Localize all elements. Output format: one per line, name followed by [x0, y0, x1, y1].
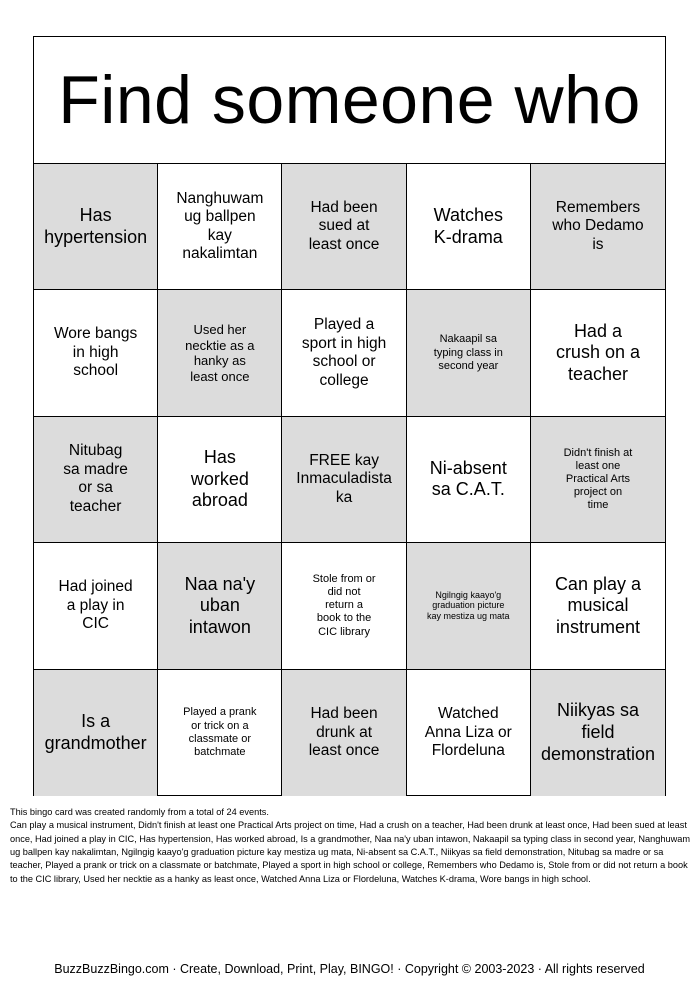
bingo-cell[interactable] — [282, 164, 406, 290]
bingo-cell[interactable] — [407, 543, 531, 669]
bingo-cell[interactable] — [531, 670, 665, 796]
bingo-cell-text: Played a prank or trick on a classmate or batchmate — [183, 706, 257, 758]
bingo-cell[interactable] — [34, 290, 158, 416]
bingo-cell-text: Nanghuwam ug ballpen kay nakalimtan — [176, 189, 264, 263]
bingo-cell-text: Ni-absent sa C.A.T. — [429, 457, 507, 500]
bingo-cell[interactable] — [158, 290, 282, 416]
info-events-list: Can play a musical instrument, Didn't finish at least one Practical Arts project on time, Had a crush on a teacher, Had been drunk at least once, Had been sued at least once, Had joined a play in CIC, Has hypertension, Has worked abroad, Is a grandmother, Naa na'y uban intawon, Nakaapil sa typing class in second year, Nanghuwam ug ballpen kay nakalimtan, Ngilngig kaayo'g graduation picture kay mestiza ug mata, Ni-absent sa C.A.T., Niikyas sa field demonstration, Nitubag sa madre or sa teacher, Played a prank or trick on a classmate or batchmate, Played a sport in high school or college, Remembers who Dedamo is, Stole from or did not return a book to the CIC library, Used her necktie as a hanky as least once, Watched Anna Liza or Flordeluna, Watches K-drama, Wore bangs in high school. — [10, 820, 690, 884]
bingo-cell[interactable] — [531, 164, 665, 290]
card-title: Find someone who — [58, 62, 641, 138]
bingo-cell[interactable] — [158, 417, 282, 543]
bingo-cell-text: Nitubag sa madre or sa teacher — [63, 442, 128, 516]
bingo-cell-text: Had joined a play in CIC — [58, 578, 133, 633]
bingo-cell-text: Played a sport in high school or college — [301, 315, 387, 389]
bingo-cell[interactable] — [158, 164, 282, 290]
bingo-cell-text: FREE kay Inmaculadista ka — [296, 451, 392, 506]
bingo-cell-text: Is a grandmother — [44, 711, 147, 753]
bingo-cell[interactable] — [282, 543, 406, 669]
bingo-cell[interactable] — [407, 164, 531, 290]
bingo-cell[interactable] — [531, 417, 665, 543]
bingo-cell[interactable] — [407, 417, 531, 543]
bingo-cell[interactable] — [531, 290, 665, 416]
bingo-cell-text: Watches K-drama — [433, 205, 503, 247]
bingo-cell-text: Remembers who Dedamo is — [552, 198, 644, 253]
bingo-cell[interactable] — [34, 543, 158, 669]
bingo-cell-text: Wore bangs in high school — [53, 325, 138, 380]
bingo-cell-text: Nakaapil sa typing class in second year — [433, 333, 503, 372]
info-summary: This bingo card was created randomly from a total of 24 events. — [10, 807, 269, 817]
bingo-cell-text: Had been sued at least once — [308, 198, 380, 253]
info-text — [10, 806, 690, 886]
bingo-cell[interactable] — [158, 670, 282, 796]
footer: BuzzBuzzBingo.com · Create, Download, Print, Play, BINGO! · Copyright © 2003-2023 · All rights reserved — [54, 962, 645, 976]
title-box — [34, 37, 665, 164]
bingo-cell-text: Watched Anna Liza or Flordeluna — [424, 704, 512, 760]
bingo-cell-text: Niikyas sa field demonstration — [540, 700, 656, 764]
bingo-cell-text: Had a crush on a teacher — [555, 320, 640, 384]
bingo-cell[interactable] — [282, 670, 406, 796]
bingo-cell-text: Has hypertension — [44, 205, 148, 247]
bingo-cell-text: Naa na'y uban intawon — [184, 573, 256, 637]
bingo-cell[interactable] — [34, 164, 158, 290]
bingo-grid — [34, 164, 665, 796]
bingo-cell[interactable] — [34, 417, 158, 543]
bingo-cell-text: Can play a musical instrument — [554, 573, 641, 637]
bingo-cell[interactable] — [282, 290, 406, 416]
bingo-card — [33, 36, 666, 796]
bingo-cell[interactable] — [158, 543, 282, 669]
bingo-cell-text: Ngilngig kaayo'g graduation picture kay mestiza ug mata — [427, 589, 510, 622]
bingo-cell-text: Has worked abroad — [190, 447, 249, 511]
bingo-cell-text: Stole from or did not return a book to the CIC library — [312, 572, 376, 638]
bingo-cell-text: Had been drunk at least once — [308, 704, 380, 760]
bingo-cell-text: Used her necktie as a hanky as least once — [185, 321, 255, 384]
bingo-cell-text: Didn't finish at least one Practical Arts project on time — [563, 446, 633, 512]
bingo-cell[interactable] — [531, 543, 665, 669]
bingo-cell[interactable] — [407, 670, 531, 796]
bingo-cell[interactable] — [34, 670, 158, 796]
bingo-cell[interactable] — [282, 417, 406, 543]
bingo-cell[interactable] — [407, 290, 531, 416]
